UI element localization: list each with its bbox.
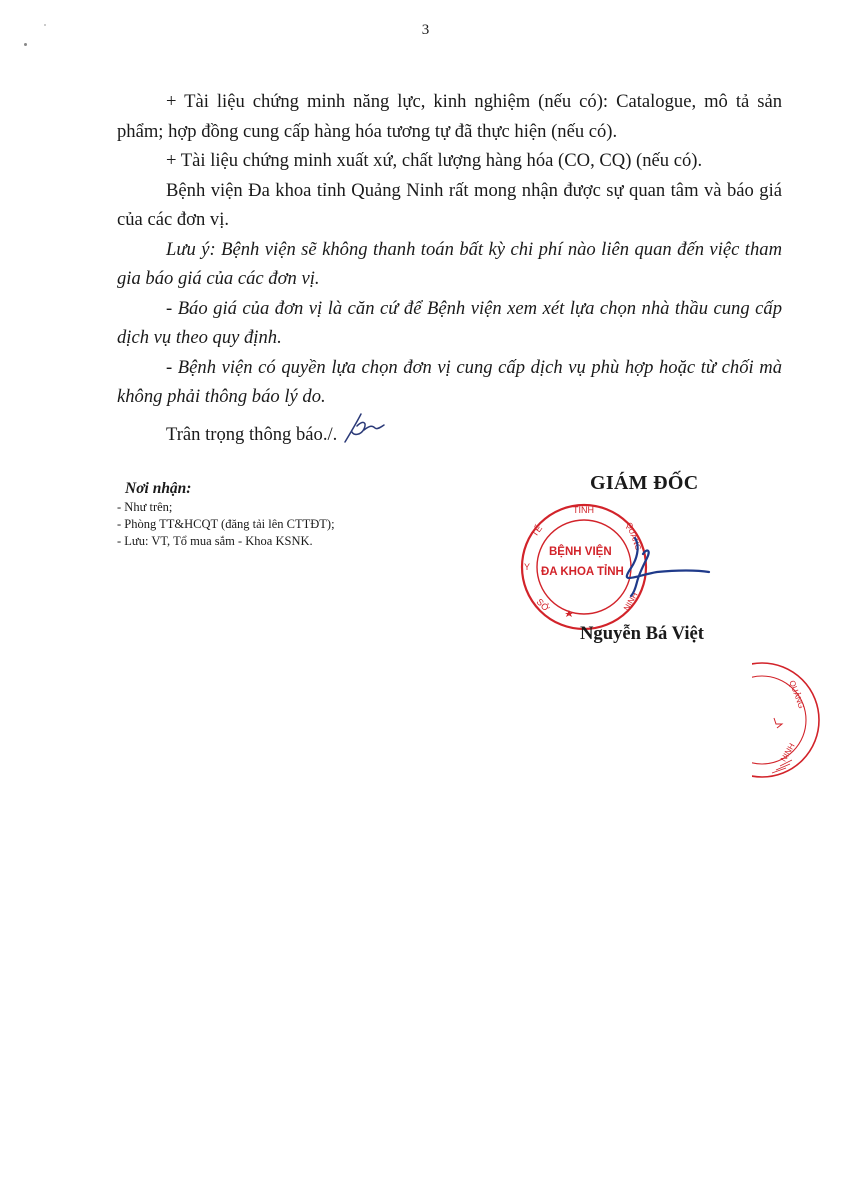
- partial-seal-text-upper: QUẢNG: [787, 679, 806, 710]
- closing-text: Trân trọng thông báo./.: [166, 423, 338, 445]
- recipients-list: [117, 499, 447, 550]
- partial-seal-text-lower: NINH: [778, 741, 797, 764]
- document-body: [117, 87, 782, 449]
- recipients-title: Nơi nhận:: [125, 480, 192, 497]
- paragraph-request: Bệnh viện Đa khoa tỉnh Quảng Ninh rất mong nhận được sự quan tâm và báo giá của các đơn vị.: [117, 179, 782, 230]
- handwritten-signature-icon: [617, 534, 717, 599]
- page-number: 3: [421, 22, 430, 38]
- paragraph-origin-docs: + Tài liệu chứng minh xuất xứ, chất lượng hàng hóa (CO, CQ) (nếu có).: [166, 150, 703, 171]
- recipients-block: [117, 480, 447, 550]
- initials-mark-icon: [337, 412, 385, 446]
- paragraph-right-to-choose: - Bệnh viện có quyền lựa chọn đơn vị cung cấp dịch vụ phù hợp hoặc từ chối mà không phải thông báo lý do.: [117, 356, 782, 407]
- signer-title: GIÁM ĐỐC: [590, 472, 699, 494]
- stamp-line-1: BỆNH VIỆN: [549, 546, 612, 558]
- paragraph-quote-basis: - Báo giá của đơn vị là căn cứ để Bệnh viện xem xét lựa chọn nhà thầu cung cấp dịch vụ theo quy định.: [117, 297, 782, 348]
- signer-name: Nguyễn Bá Việt: [580, 623, 704, 644]
- recipient-item: - Phòng TT&HCQT (đăng tải lên CTTĐT);: [117, 517, 335, 531]
- recipient-item: - Như trên;: [117, 500, 173, 514]
- stamp-ring-right-lower: NINH: [621, 590, 640, 613]
- stamp-ring-right-upper: QUẢNG: [624, 521, 643, 552]
- scan-speck: [24, 43, 27, 46]
- partial-seal-edge: [752, 660, 851, 780]
- signature-block: [505, 472, 785, 662]
- paragraph-note: Lưu ý: Bệnh viện sẽ không thanh toán bất kỳ chi phí nào liên quan đến việc tham gia báo giá của các đơn vị.: [117, 238, 782, 289]
- recipient-item: - Lưu: VT, Tổ mua sắm - Khoa KSNK.: [117, 534, 313, 548]
- stamp-ring-left-upper: TẾ: [529, 523, 545, 539]
- paragraph-capability-docs: + Tài liệu chứng minh năng lực, kinh nghiệm (nếu có): Catalogue, mô tả sản phẩm; hợp đồng cung cấp hàng hóa tương tự đã thực hiện (nếu có).: [117, 91, 782, 142]
- stamp-ring-left: Y: [524, 562, 531, 572]
- stamp-ring-top: TỈNH: [573, 505, 594, 515]
- stamp-line-2: ĐA KHOA TỈNH: [541, 566, 624, 578]
- closing-line: [117, 412, 782, 450]
- stamp-ring-bottom-left: SỞ: [534, 596, 552, 614]
- partial-stamp-ring-icon: [752, 660, 851, 780]
